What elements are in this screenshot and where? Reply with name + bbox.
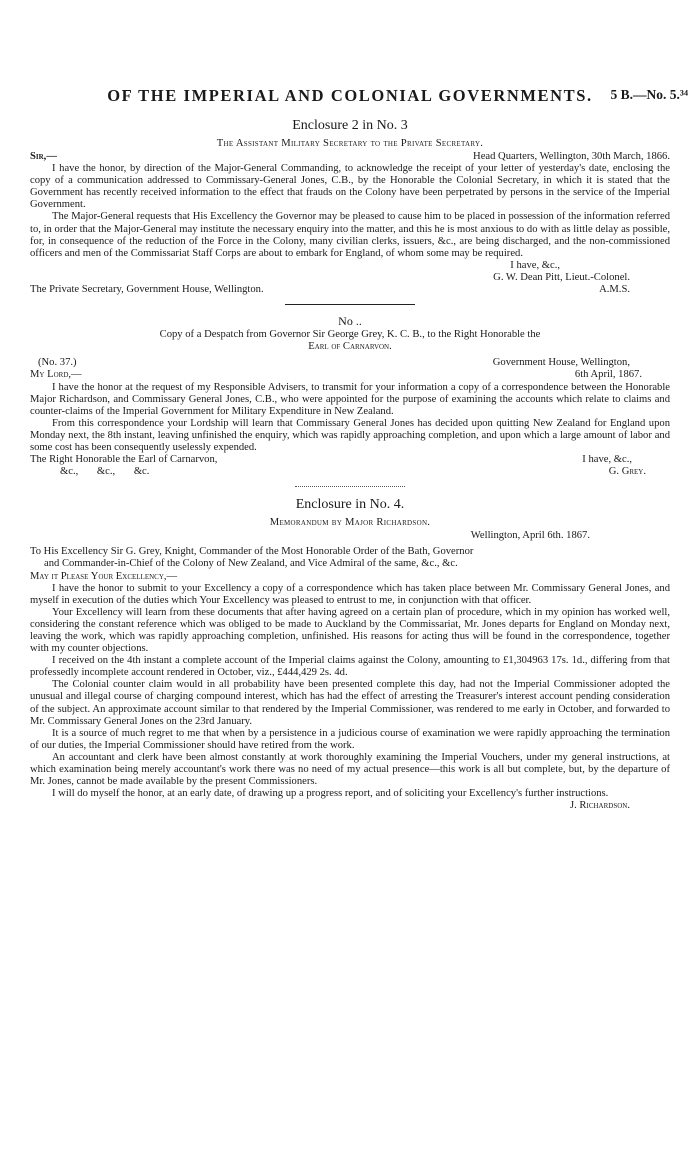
enclosure-2-subheading: The Assistant Military Secretary to the Private Secretary. [216, 138, 484, 149]
place-date: Head Quarters, Wellington, 30th March, 1866. [473, 151, 670, 162]
signature: G. Grey. [608, 466, 646, 478]
paragraph: I will do myself the honor, at an early date, of drawing up a progress report, and of soliciting your Excellency's further instructions. [52, 788, 609, 800]
paragraph: The Major-General requests that His Excellency the Governor may be pleased to cause him to be placed in possession of the information referred to, in order that the Major-General may institute the necessary enquiry into the matter, and this he is most anxious to do with as little delay as possible, for, in consequence of the reduction of the Force in the Colony, many civilian clerks, issuers, &c., are being discharged, and the non-commissioned officers and men of the Commissariat Staff Corps are about to embark for England, of whom some may be required. [30, 211, 670, 259]
despatch-ref: (No. 37.) [38, 357, 77, 369]
paragraph: From this correspondence your Lordship will learn that Commissary General Jones has decided upon quitting New Zealand for England upon Monday next, the 8th instant, leaving unfinished the enquiry, which was rapidly approaching completion, and upon which a large amount of labor and some cost has been consequently uselessly expended. [30, 417, 670, 453]
despatch-closing-row [30, 454, 670, 466]
signature: G. W. Dean Pitt, Lieut.-Colonel. [493, 271, 630, 283]
enclosure-4-section [30, 495, 670, 812]
despatch-signature-row [30, 466, 670, 478]
etc-line [30, 466, 165, 478]
running-head [0, 86, 700, 110]
paragraph: It is a source of much regret to me that when by a persistence in a judicious course of examination we were rapidly approaching the termination of our duties, the Imperial Commissioner should have retired from the work. [30, 727, 670, 751]
closing: I have, &c., [582, 454, 632, 466]
despatch-number: No .. [338, 314, 362, 329]
paragraph: I received on the 4th instant a complete account of the Imperial claims against the Colony, amounting to £1,304963 17s. 1d., differing from that professedly incomplete account rendered in October, viz., £444,429 2s. 4d. [30, 655, 670, 679]
despatch-title-line2: Earl of Carnarvon. [308, 341, 392, 353]
salutation: Sir,— [30, 151, 57, 162]
section-divider [295, 486, 405, 487]
etc-item: &c., [60, 466, 79, 478]
addressee: The Private Secretary, Government House, Wellington. [30, 284, 264, 296]
salutation: May it Please Your Excellency,— [30, 570, 178, 582]
document-body [30, 116, 670, 812]
paragraph: I have the honor to submit to your Excellency a copy of a correspondence which has taken place between Mr. Commissary General Jones, and myself in execution of the duties which Your Excellency was pleased to entrust to me, in conjunction with that officer. [30, 582, 670, 606]
enclosure-2-section [30, 116, 670, 296]
despatch-ref-line [30, 357, 670, 369]
running-head-title: OF THE IMPERIAL AND COLONIAL GOVERNMENTS. [107, 86, 593, 105]
paragraph: I have the honor at the request of my Responsible Advisers, to transmit for your information a copy of a correspondence between the Honorable Major Richardson, and Commissary General Jones, C.B., who were appointed for the purpose of examining the accounts which relate to claims and counter-claims of the Imperial Government for Military Expenditure in New Zealand. [30, 381, 670, 417]
address-line2: and Commander-in-Chief of the Colony of New Zealand, and Vice Admiral of the same, &c., &c. [44, 558, 458, 570]
place-date: Wellington, April 6th. 1867. [470, 530, 590, 542]
paragraph: An accountant and clerk have been almost constantly at work thoroughly examining the Imperial Vouchers, under my general instructions, at which examination being merely accountant's work there was no need of my actual presence—this work is all but complete, but, by the departure of Mr. Jones, cannot be made available by the present Commissioners. [30, 751, 670, 788]
despatch-section [30, 313, 670, 478]
enclosure-4-heading: Enclosure in No. 4. [295, 497, 405, 513]
initials: A.M.S. [599, 284, 630, 296]
despatch-salutation-line [30, 369, 670, 381]
etc-item: &c., [96, 466, 116, 478]
enclosure-2-heading: Enclosure 2 in No. 3 [292, 118, 408, 133]
address-line1: To His Excellency Sir G. Grey, Knight, Commander of the Most Honorable Order of the Bath, Governor [30, 546, 474, 558]
enclosure-2-header-line [30, 151, 670, 163]
addressee-line [30, 284, 670, 296]
despatch-place: Government House, Wellington, [492, 357, 630, 369]
page-reference: 5 B.—No. 5.³⁴ [610, 87, 688, 102]
addressee: The Right Honorable the Earl of Carnarvon, [30, 454, 218, 466]
paragraph: The Colonial counter claim would in all probability have been presented complete this day, had not the Imperial Commissioner adopted the unusual and illegal course of charging compound interest, which has had the effect of arresting the Treasurer's interest account pending consideration of the subject. An approximate account similar to that rendered by the Imperial Commissioner, was rendered to me early in October, and forwarded to Mr. Commissary General Jones on the 23rd January. [30, 679, 670, 727]
closing: I have, &c., [510, 259, 560, 271]
despatch-date: 6th April, 1867. [574, 369, 642, 381]
paragraph: I have the honor, by direction of the Major-General Commanding, to acknowledge the receipt of your letter of yesterday's date, enclosing the copy of a communication addressed to Commissary-General Jones, C.B., by the Honorable the Colonial Secretary, in which it is stated that the Government has recently received information to the effect that frauds on the Colony have been perpetrated by persons in the service of the Imperial Government. [30, 163, 670, 211]
paragraph: Your Excellency will learn from these documents that after having agreed on a certain plan of procedure, which in my opinion has worked well, considering the constant reference which was obliged to be made to Auckland by the Commissariat, Mr. Jones departs for England on Monday next, leaving the work, which was rapidly approaching completion, unfinished. His reasons for acting thus will be found in the correspondence, together with my counter objections. [30, 606, 670, 655]
despatch-title-line1: Copy of a Despatch from Governor Sir George Grey, K. C. B., to the Right Honorable the [159, 329, 541, 341]
salutation: My Lord,— [30, 369, 82, 381]
enclosure-4-subheading: Memorandum by Major Richardson. [269, 517, 431, 529]
etc-item: &c. [133, 466, 150, 478]
signature: J. Richardson. [570, 800, 630, 812]
section-divider [285, 304, 415, 305]
